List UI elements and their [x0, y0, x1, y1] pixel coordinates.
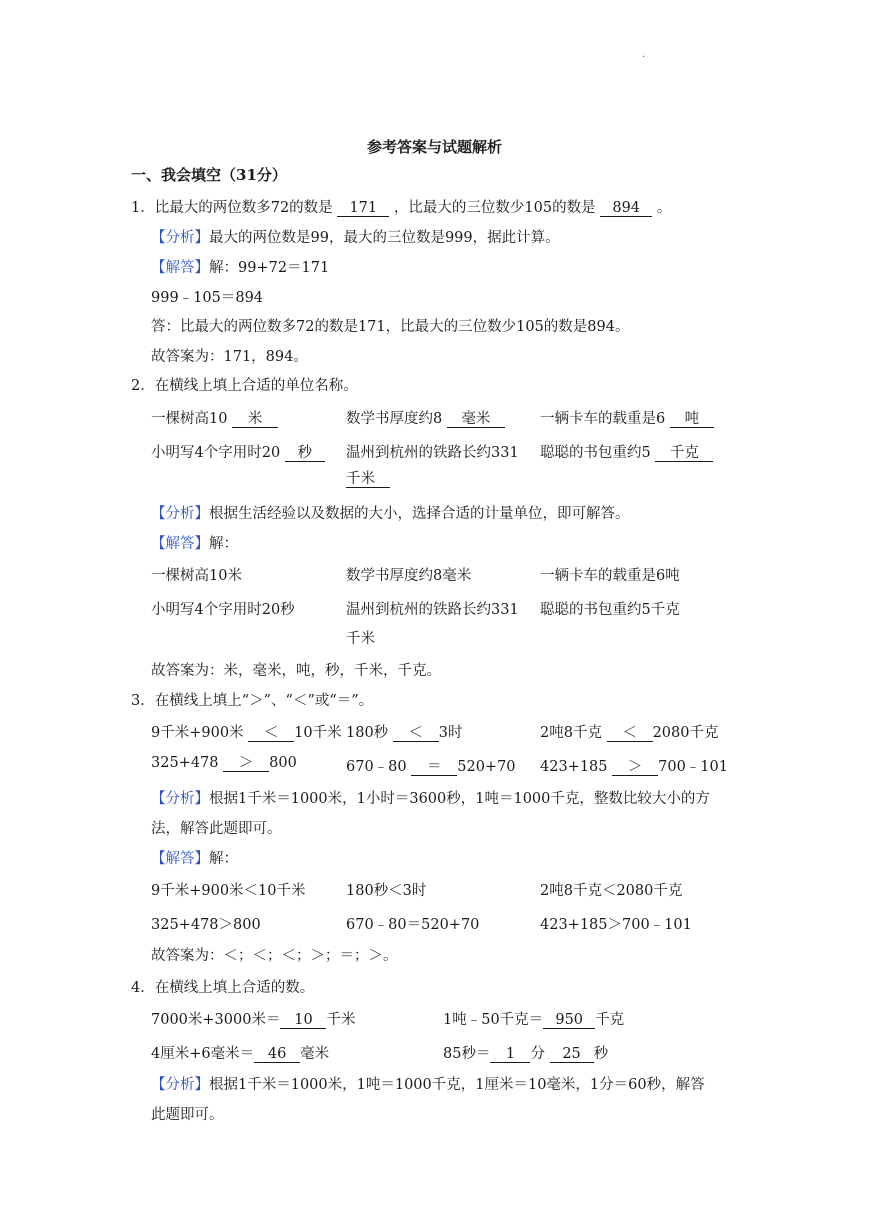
solution-tag: 【解答】: [151, 260, 209, 276]
q3-item-5-right: 520+70: [457, 759, 516, 775]
q4-item-1-left: 7000米+3000米＝: [151, 1012, 281, 1028]
q2-cell-5: 温州到杭州的铁路长约331: [346, 445, 519, 461]
q2-cell-2-text: 数学书厚度约8: [346, 411, 443, 427]
q2-sol-5: 温州到杭州的铁路长约331: [346, 602, 519, 618]
q3-solution: [151, 847, 238, 868]
q3-sol-4: 325+478＞800: [151, 917, 261, 933]
q2-sol-6: 聪聪的书包重约5千克: [540, 602, 680, 618]
q3-analysis-line-2: 法，解答此题即可。: [151, 821, 282, 837]
q3-item-1-right: 10千米: [294, 725, 342, 741]
q3-item-2-answer: ＜: [393, 726, 439, 742]
q3-item-5-left: 670﹣80: [346, 759, 407, 775]
q1-answer-2: 894: [600, 201, 652, 217]
q3-solution-text: 解：: [209, 851, 238, 867]
q2-cell-3-answer: 吨: [670, 412, 714, 428]
q2-sol-4: 小明写4个字用时20秒: [151, 602, 295, 618]
q3-item-3-answer: ＜: [607, 726, 653, 742]
q2-cell-1-text: 一棵树高10: [151, 411, 228, 427]
q4-item-1: [151, 1008, 355, 1029]
q4-item-4-left: 85秒＝: [443, 1046, 491, 1062]
q2-final-answer: 故答案为：米，毫米，吨，秒，千米，千克。: [151, 663, 441, 679]
q3-item-3: [540, 721, 718, 742]
q3-item-6-right: 700﹣101: [658, 759, 728, 775]
q1-analysis: [151, 226, 560, 247]
q3-item-1-left: 9千米+900米: [151, 725, 244, 741]
q3-analysis-text: 根据1千米＝1000米，1小时＝3600秒，1吨＝1000千克，整数比较大小的方: [209, 791, 710, 807]
q4-item-1-unit: 千米: [326, 1012, 356, 1028]
q2-cell-4: [151, 441, 325, 462]
q2-solution-text: 解：: [209, 536, 238, 552]
q2-cell-6: [540, 441, 713, 462]
q3-item-4: [151, 755, 297, 772]
q2-cell-6-answer: 千克: [655, 446, 713, 462]
q1-analysis-text: 最大的两位数是99，最大的三位数是999，据此计算。: [209, 230, 560, 246]
q4-analysis: [151, 1073, 705, 1094]
q2-cell-4-text: 小明写4个字用时20: [151, 445, 281, 461]
header-mark: ·: [642, 52, 646, 63]
q3-item-2: [346, 721, 463, 742]
q2-cell-6-text: 聪聪的书包重约5: [540, 445, 651, 461]
q2-cell-5-answer: 千米: [346, 472, 390, 488]
q2-sol-3: 一辆卡车的载重是6吨: [540, 568, 680, 584]
q3-item-6-left: 423+185: [540, 759, 608, 775]
q1-answer-1: 171: [337, 201, 389, 217]
q4-item-3: [151, 1042, 329, 1063]
q3-sol-5: 670﹣80＝520+70: [346, 917, 480, 933]
q4-item-4: [443, 1042, 608, 1063]
analysis-tag: 【分析】: [151, 791, 209, 807]
analysis-tag: 【分析】: [151, 230, 209, 246]
q3-sol-6: 423+185＞700﹣101: [540, 917, 692, 933]
q2-analysis-text: 根据生活经验以及数据的大小，选择合适的计量单位，即可解答。: [209, 506, 630, 522]
q4-item-2: [443, 1008, 624, 1029]
q4-analysis-text: 根据1千米＝1000米，1吨＝1000千克，1厘米＝10毫米，1分＝60秒，解答: [209, 1077, 705, 1093]
q1-final-answer: 故答案为：171，894。: [151, 349, 308, 365]
q2-stem: 2．在横线上填上合适的单位名称。: [131, 378, 358, 394]
q3-item-2-left: 180秒: [346, 725, 389, 741]
q3-item-5-answer: ＝: [411, 760, 457, 776]
q3-item-4-right: 800: [269, 755, 297, 771]
q2-cell-2-answer: 毫米: [447, 412, 505, 428]
q4-item-4-answer-2: 25: [550, 1047, 594, 1063]
q2-sol-5-unit: 千米: [346, 631, 375, 647]
q4-analysis-line-2: 此题即可。: [151, 1107, 224, 1123]
q3-item-5: [346, 755, 516, 776]
q4-item-3-unit: 毫米: [300, 1046, 330, 1062]
q1-stem: [131, 196, 671, 217]
q4-item-4-answer-1: 1: [490, 1047, 530, 1063]
q4-item-2-left: 1吨﹣50千克＝: [443, 1012, 544, 1028]
q3-item-4-left: 325+478: [151, 755, 219, 771]
q4-item-4-unit-1: 分: [530, 1046, 545, 1062]
solution-tag: 【解答】: [151, 851, 209, 867]
q1-text-2: ，比最大的三位数少105的数是: [393, 200, 596, 216]
q3-sol-3: 2吨8千克＜2080千克: [540, 883, 683, 899]
q4-item-4-unit-2: 秒: [593, 1046, 609, 1062]
q4-item-2-answer: 950: [543, 1013, 595, 1029]
q3-item-3-right: 2080千克: [652, 725, 719, 741]
q2-cell-3-text: 一辆卡车的载重是6: [540, 411, 666, 427]
q1-solution: [151, 256, 329, 277]
q3-final-answer: 故答案为：＜；＜；＜；＞；＝；＞。: [151, 948, 398, 964]
q2-cell-5-answer-line: [346, 471, 390, 488]
analysis-tag: 【分析】: [151, 506, 209, 522]
q3-item-4-answer: ＞: [223, 756, 269, 772]
q1-solution-line-1: 解：99+72＝171: [209, 260, 330, 276]
q1-text-1: 1．比最大的两位数多72的数是: [131, 200, 333, 216]
solution-tag: 【解答】: [151, 536, 209, 552]
q3-item-2-right: 3时: [438, 725, 463, 741]
q2-sol-1: 一棵树高10米: [151, 568, 242, 584]
q3-sol-1: 9千米+900米＜10千米: [151, 883, 306, 899]
q4-item-3-left: 4厘米+6毫米＝: [151, 1046, 255, 1062]
q1-text-3: 。: [656, 200, 672, 216]
q4-item-3-answer: 46: [254, 1047, 300, 1063]
q2-cell-3: [540, 407, 714, 428]
page-title: 参考答案与试题解析: [366, 138, 502, 156]
q2-cell-2: [346, 407, 505, 428]
q2-cell-4-answer: 秒: [285, 446, 325, 462]
analysis-tag: 【分析】: [151, 1077, 209, 1093]
q3-item-6-answer: ＞: [612, 760, 658, 776]
q2-cell-1: [151, 407, 278, 428]
section-heading: 一、我会填空（31分）: [131, 166, 287, 184]
q4-item-2-unit: 千克: [595, 1012, 625, 1028]
q3-analysis: [151, 787, 710, 808]
q3-sol-2: 180秒＜3时: [346, 883, 427, 899]
q2-analysis: [151, 502, 630, 523]
q3-item-3-left: 2吨8千克: [540, 725, 602, 741]
q3-item-1: [151, 721, 342, 742]
q4-stem: 4．在横线上填上合适的数。: [131, 980, 315, 996]
q1-solution-line-3: 答：比最大的两位数多72的数是171，比最大的三位数少105的数是894。: [151, 319, 630, 335]
q1-solution-line-2: 999﹣105＝894: [151, 290, 264, 306]
q2-cell-1-answer: 米: [232, 412, 278, 428]
q2-sol-2: 数学书厚度约8毫米: [346, 568, 472, 584]
q3-item-6: [540, 755, 728, 776]
q2-solution: [151, 532, 238, 553]
q3-stem: 3．在横线上填上“＞”、“＜”或“＝”。: [131, 693, 374, 709]
q4-item-1-answer: 10: [280, 1013, 326, 1029]
q3-item-1-answer: ＜: [248, 726, 294, 742]
